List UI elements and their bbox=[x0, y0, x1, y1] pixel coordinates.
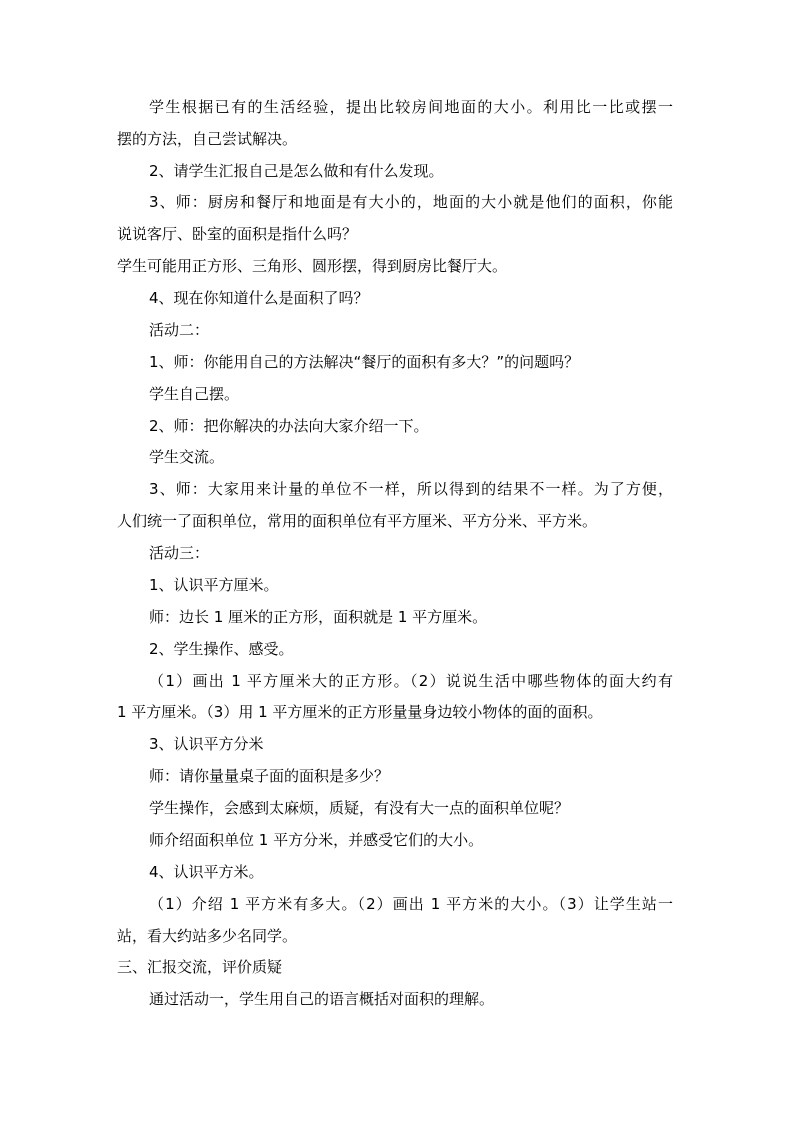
paragraph-line: 学生自己摆。 bbox=[149, 385, 240, 403]
paragraph-line: 3、认识平方分米 bbox=[149, 735, 264, 753]
paragraph-line: （1）介绍 1 平方米有多大。（2）画出 1 平方米的大小。（3）让学生站一 bbox=[149, 895, 673, 913]
section-heading: 活动三： bbox=[149, 544, 210, 562]
paragraph-line: （1）画出 1 平方厘米大的正方形。（2）说说生活中哪些物体的面大约有 bbox=[149, 672, 673, 690]
paragraph-line: 2、师：把你解决的办法向大家介绍一下。 bbox=[149, 417, 429, 435]
paragraph-line: 学生可能用正方形、三角形、圆形摆，得到厨房比餐厅大。 bbox=[117, 257, 508, 275]
paragraph-line: 2、学生操作、感受。 bbox=[149, 640, 294, 658]
paragraph-line: 师：请你量量桌子面的面积是多少？ bbox=[149, 767, 390, 785]
paragraph-line: 师：边长 1 厘米的正方形，面积就是 1 平方厘米。 bbox=[149, 608, 488, 626]
paragraph-line: 2、请学生汇报自己是怎么做和有什么发现。 bbox=[149, 162, 444, 180]
paragraph-line: 1、认识平方厘米。 bbox=[149, 576, 279, 594]
paragraph-line: 学生根据已有的生活经验，提出比较房间地面的大小。利用比一比或摆一 bbox=[149, 98, 673, 116]
paragraph-line: 站，看大约站多少名同学。 bbox=[117, 927, 298, 945]
paragraph-line: 3、师：厨房和餐厅和地面是有大小的，地面的大小就是他们的面积，你能 bbox=[149, 193, 673, 211]
paragraph-line: 1、师：你能用自己的方法解决“餐厅的面积有多大？”的问题吗？ bbox=[149, 353, 580, 371]
paragraph-line: 1 平方厘米。（3）用 1 平方厘米的正方形量量身边较小物体的面的面积。 bbox=[117, 703, 603, 721]
paragraph-line: 4、认识平方米。 bbox=[149, 863, 264, 881]
paragraph-line: 摆的方法，自己尝试解决。 bbox=[117, 130, 298, 148]
section-heading: 三、汇报交流，评价质疑 bbox=[117, 958, 283, 976]
paragraph-line: 学生操作，会感到太麻烦，质疑，有没有大一点的面积单位呢？ bbox=[149, 799, 570, 817]
paragraph-line: 师介绍面积单位 1 平方分米，并感受它们的大小。 bbox=[149, 831, 484, 849]
paragraph-line: 人们统一了面积单位，常用的面积单位有平方厘米、平方分米、平方米。 bbox=[117, 512, 598, 530]
paragraph-line: 3、师：大家用来计量的单位不一样，所以得到的结果不一样。为了方便， bbox=[149, 480, 673, 498]
paragraph-line: 通过活动一，学生用自己的语言概括对面积的理解。 bbox=[149, 990, 495, 1008]
paragraph-line: 学生交流。 bbox=[149, 448, 225, 466]
paragraph-line: 4、现在你知道什么是面积了吗？ bbox=[149, 289, 369, 307]
paragraph-line: 说说客厅、卧室的面积是指什么吗？ bbox=[117, 225, 358, 243]
section-heading: 活动二： bbox=[149, 321, 210, 339]
